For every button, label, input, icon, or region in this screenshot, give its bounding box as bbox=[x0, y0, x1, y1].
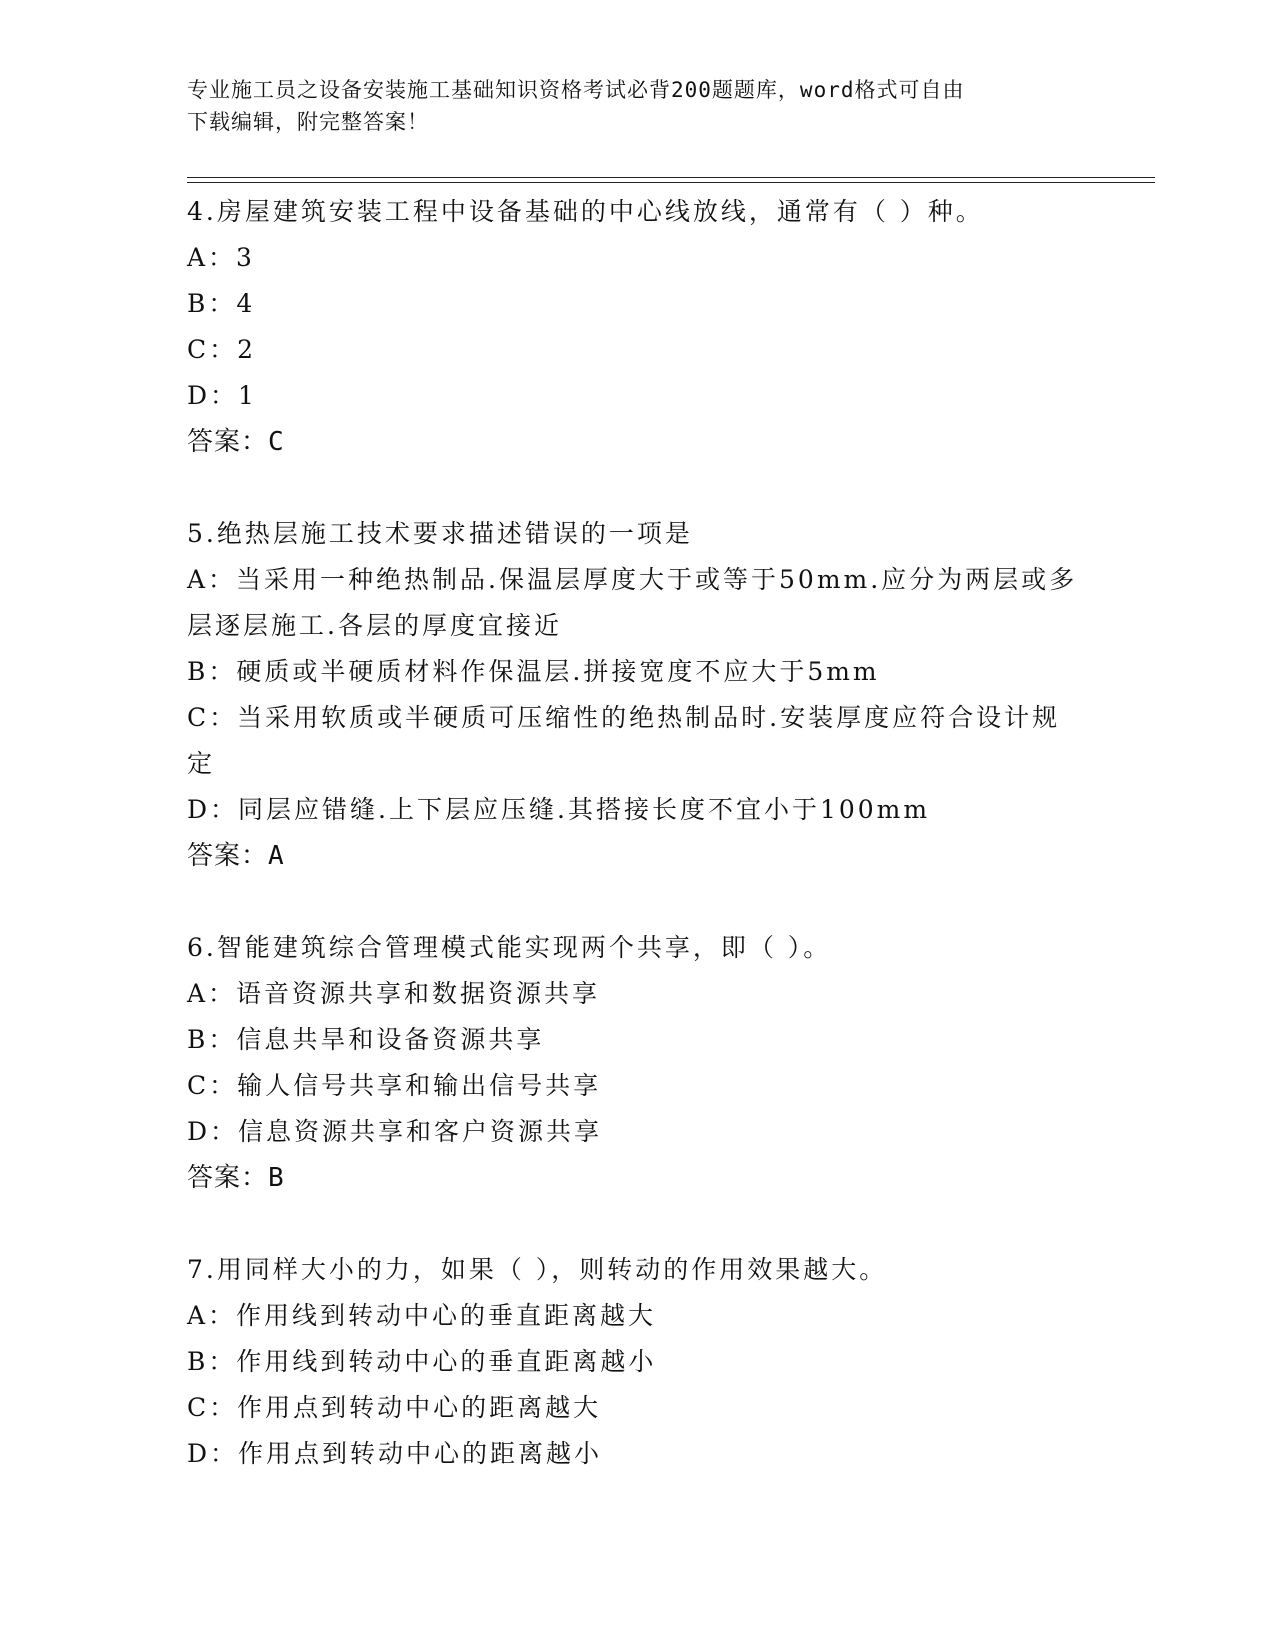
answer-label: 答案：A bbox=[187, 841, 285, 871]
question-4 bbox=[187, 189, 1087, 465]
option-a: A：3 bbox=[187, 243, 255, 272]
option-a: A：作用线到转动中心的垂直距离越大 bbox=[187, 1301, 657, 1330]
option-d: D：1 bbox=[187, 381, 257, 410]
option-c: C：2 bbox=[187, 335, 257, 364]
option-d: D：作用点到转动中心的距离越小 bbox=[187, 1439, 603, 1468]
header-divider-top bbox=[187, 177, 1155, 178]
option-d: D：信息资源共享和客户资源共享 bbox=[187, 1117, 603, 1146]
header-line-2: 下载编辑，附完整答案！ bbox=[187, 110, 429, 134]
question-stem: 5.绝热层施工技术要求描述错误的一项是 bbox=[187, 519, 693, 548]
option-c: C：输人信号共享和输出信号共享 bbox=[187, 1071, 602, 1100]
option-a: A：语音资源共享和数据资源共享 bbox=[187, 979, 601, 1008]
answer-label: 答案：C bbox=[187, 427, 285, 457]
option-c: C：当采用软质或半硬质可压缩性的绝热制品时.安装厚度应符合设计规定 bbox=[187, 703, 1061, 778]
question-6 bbox=[187, 925, 1087, 1201]
header-line-1: 专业施工员之设备安装施工基础知识资格考试必背200题题库，word格式可自由 bbox=[187, 78, 965, 102]
header-divider-bottom bbox=[187, 182, 1155, 183]
option-b: B：硬质或半硬质材料作保温层.拼接宽度不应大于5mm bbox=[187, 657, 880, 686]
option-a: A：当采用一种绝热制品.保温层厚度大于或等于50mm.应分为两层或多层逐层施工.各层的厚度宜接近 bbox=[187, 565, 1078, 640]
answer-label: 答案：B bbox=[187, 1163, 285, 1193]
document-header bbox=[187, 74, 1067, 138]
option-d: D：同层应错缝.上下层应压缝.其搭接长度不宜小于100mm bbox=[187, 795, 931, 824]
question-list bbox=[187, 189, 1087, 1523]
question-7 bbox=[187, 1247, 1087, 1477]
question-stem: 7.用同样大小的力，如果（ ），则转动的作用效果越大。 bbox=[187, 1255, 888, 1284]
question-stem: 6.智能建筑综合管理模式能实现两个共享，即（ ）。 bbox=[187, 933, 832, 962]
option-b: B：信息共旱和设备资源共享 bbox=[187, 1025, 545, 1054]
question-stem: 4.房屋建筑安装工程中设备基础的中心线放线，通常有（ ）种。 bbox=[187, 197, 984, 226]
question-5 bbox=[187, 511, 1087, 879]
option-c: C：作用点到转动中心的距离越大 bbox=[187, 1393, 602, 1422]
option-b: B：作用线到转动中心的垂直距离越小 bbox=[187, 1347, 657, 1376]
option-b: B：4 bbox=[187, 289, 256, 318]
